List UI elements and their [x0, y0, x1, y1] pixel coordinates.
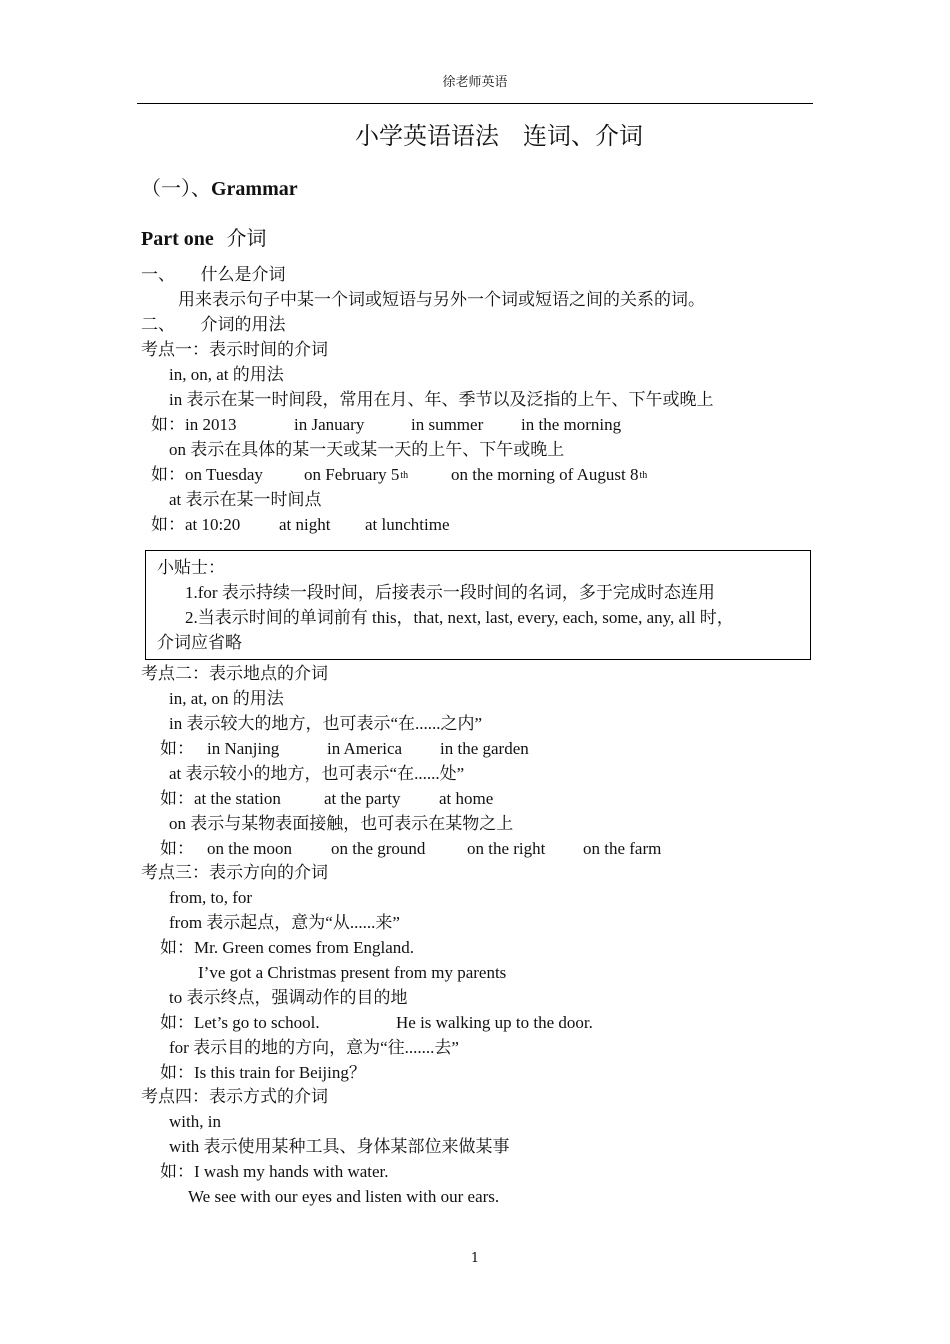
text-line: for 表示目的地的方向，意为“往.......去”	[169, 1038, 459, 1057]
tips-title: 小贴士：	[157, 558, 225, 578]
superscript: th	[639, 470, 648, 481]
example-item: at lunchtime	[365, 515, 450, 534]
document-title: 小学英语语法 连词、介词	[355, 122, 643, 150]
example-item: on the moon	[207, 839, 292, 858]
section-prefix: （一）、	[141, 176, 211, 200]
example-item: on the farm	[583, 839, 662, 858]
section-heading	[141, 172, 298, 201]
example-text: on the morning of August 8	[451, 465, 639, 484]
example-item: at the party	[324, 789, 401, 808]
example-item	[451, 464, 647, 487]
example-item: on the ground	[331, 839, 426, 858]
example-item: 如：at the station	[160, 789, 281, 808]
example-prefix: 如：	[160, 839, 194, 859]
superscript: th	[400, 470, 409, 481]
point-heading: 考点二：表示地点的介词	[141, 664, 328, 684]
text-line: from 表示起点，意为“从......来”	[169, 913, 400, 932]
section-label: Grammar	[211, 178, 298, 200]
tips-line: 1.for 表示持续一段时间，后接表示一段时间的名词，多于完成时态连用	[185, 583, 715, 602]
example-item: 如：at 10:20	[151, 515, 241, 534]
example-item: in January	[294, 415, 365, 434]
example-item: We see with our eyes and listen with our ears.	[188, 1187, 500, 1206]
tips-box	[145, 550, 811, 660]
text-line: in, on, at 的用法	[169, 365, 284, 384]
example-item: He is walking up to the door.	[396, 1013, 593, 1032]
example-item: 如：in 2013	[151, 415, 237, 434]
text-line: on 表示在具体的某一天或某一天的上午、下午或晚上	[169, 440, 565, 459]
part-label: Part one	[141, 228, 214, 250]
page-number: 1	[470, 1251, 480, 1266]
point-heading: 考点四：表示方式的介词	[141, 1087, 328, 1107]
example-item	[304, 464, 408, 487]
part-suffix: 介词	[226, 226, 267, 250]
text-line: from, to, for	[169, 888, 253, 907]
example-item: 如：Is this train for Beijing？	[160, 1063, 366, 1082]
question-line: 二、 介词的用法	[141, 315, 286, 335]
example-item: in America	[327, 739, 403, 758]
example-prefix: 如：	[160, 739, 194, 759]
example-item: on the right	[467, 839, 546, 858]
point-heading: 考点三：表示方向的介词	[141, 863, 328, 883]
tips-line: 2.当表示时间的单词前有 this，that, next, last, every, each, some, any, all 时，	[185, 608, 734, 627]
text-line: in 表示较大的地方，也可表示“在......之内”	[169, 714, 483, 733]
example-item: in Nanjing	[207, 739, 280, 758]
text-line: in 表示在某一时间段，常用在月、年、季节以及泛指的上午、下午或晚上	[169, 390, 714, 409]
tips-line: 介词应省略	[157, 633, 242, 653]
point-heading: 考点一：表示时间的介词	[141, 340, 328, 360]
header-rule	[137, 103, 813, 104]
example-item: 如：Mr. Green comes from England.	[160, 938, 414, 957]
example-item: I’ve got a Christmas present from my parents	[198, 963, 507, 982]
example-item: in the morning	[521, 415, 622, 434]
example-item: 如：I wash my hands with water.	[160, 1162, 389, 1181]
example-item: at home	[439, 789, 494, 808]
text-line: on 表示与某物表面接触，也可表示在某物之上	[169, 814, 514, 833]
text-line: in, at, on 的用法	[169, 689, 284, 708]
example-text: on February 5	[304, 465, 400, 484]
text-line: at 表示较小的地方，也可表示“在......处”	[169, 764, 465, 783]
example-item: 如：on Tuesday	[151, 465, 263, 484]
definition-line: 用来表示句子中某一个词或短语与另外一个词或短语之间的关系的词。	[178, 290, 705, 310]
example-item: at night	[279, 515, 331, 534]
example-item: in summer	[411, 415, 484, 434]
page-header: 徐老师英语	[442, 75, 508, 90]
text-line: to 表示终点，强调动作的目的地	[169, 988, 408, 1007]
text-line: at 表示在某一时间点	[169, 490, 322, 509]
text-line: with, in	[169, 1112, 221, 1131]
example-item: 如：Let’s go to school.	[160, 1013, 320, 1032]
example-item: in the garden	[440, 739, 529, 758]
part-heading	[141, 222, 266, 251]
question-line: 一、 什么是介词	[141, 265, 286, 285]
text-line: with 表示使用某种工具、身体某部位来做某事	[169, 1137, 510, 1156]
